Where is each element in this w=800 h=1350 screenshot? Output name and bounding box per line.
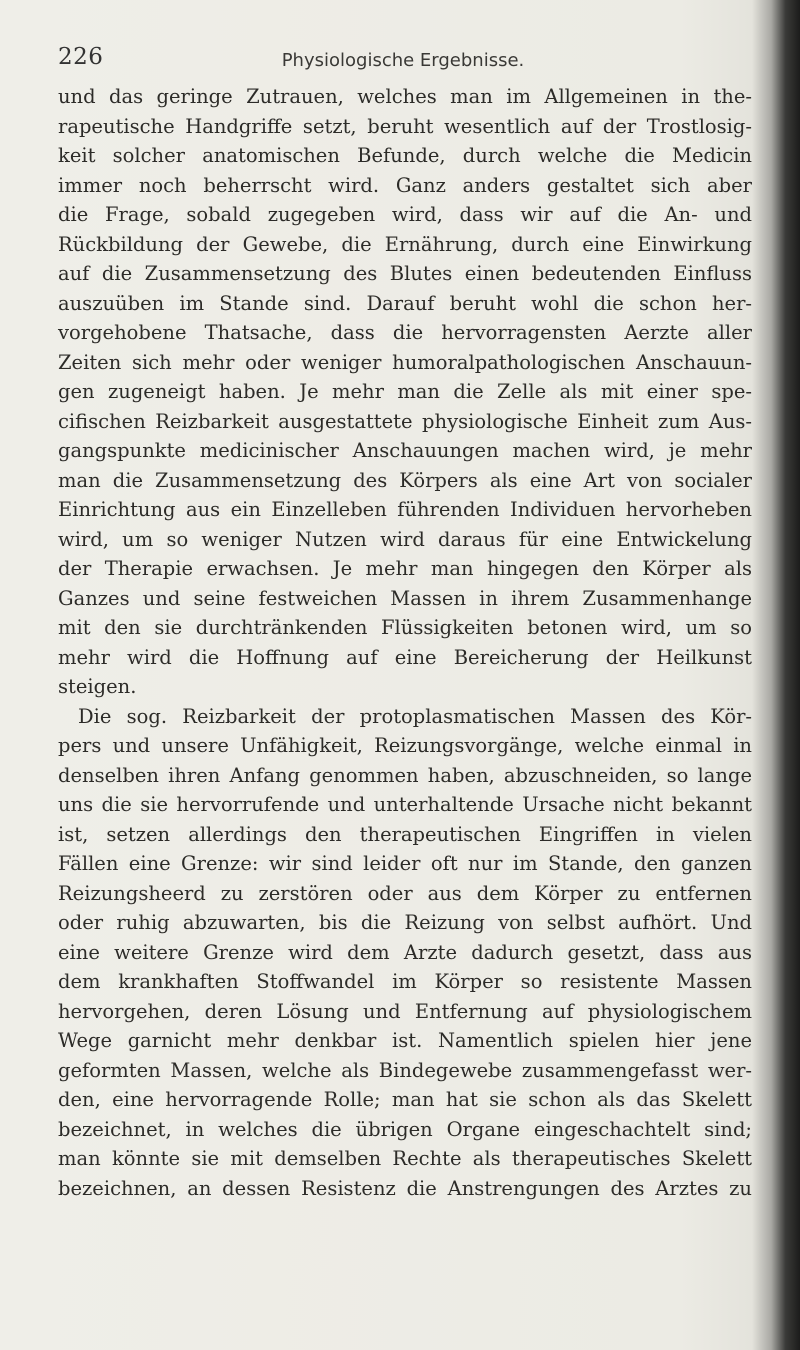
text-line: geformten Massen, welche als Bindegewebe zusammengefasst wer- — [58, 1058, 752, 1082]
text-line: den, eine hervorragende Rolle; man hat sie schon als das Skelett — [58, 1088, 752, 1111]
text-line: vorgehobene Thatsache, dass die hervorragensten Aerzte aller — [58, 321, 752, 344]
text-line: man könnte sie mit demselben Rechte als therapeutisches Skelett — [58, 1147, 752, 1170]
text-line: bezeichnen, an dessen Resistenz die Anstrengungen des Arztes zu — [58, 1176, 752, 1200]
text-line: gangspunkte medicinischer Anschauungen machen wird, je mehr — [58, 439, 752, 462]
text-line: Wege garnicht mehr denkbar ist. Namentlich spielen hier jene — [58, 1029, 752, 1052]
text-line: der Therapie erwachsen. Je mehr man hingegen den Körper als — [58, 557, 752, 580]
text-line: gen zugeneigt haben. Je mehr man die Zelle als mit einer spe- — [58, 380, 752, 403]
text-line: cifischen Reizbarkeit ausgestattete physiologische Einheit zum Aus- — [58, 409, 752, 433]
text-line: rapeutische Handgriffe setzt, beruht wesentlich auf der Trostlosig- — [58, 114, 752, 138]
paragraph-start-line: Die sog. Reizbarkeit der protoplasmatischen Massen des Kör- — [78, 704, 752, 728]
text-line: keit solcher anatomischen Befunde, durch welche die Medicin — [58, 144, 752, 167]
text-line: immer noch beherrscht wird. Ganz anders gestaltet sich aber — [58, 173, 752, 197]
text-line: Fällen eine Grenze: wir sind leider oft nur im Stande, den ganzen — [58, 852, 752, 875]
text-line: uns die sie hervorrufende und unterhaltende Ursache nicht bekannt — [58, 793, 752, 816]
text-line: mit den sie durchtränkenden Flüssigkeiten betonen wird, um so — [58, 616, 752, 639]
text-line: denselben ihren Anfang genommen haben, abzuschneiden, so lange — [58, 763, 752, 787]
text-line: oder ruhig abzuwarten, bis die Reizung von selbst aufhört. Und — [58, 911, 752, 934]
text-line: eine weitere Grenze wird dem Arzte dadurch gesetzt, dass aus — [58, 940, 752, 964]
page-number: 226 — [58, 44, 104, 70]
text-line: steigen. — [58, 675, 137, 698]
body-text — [58, 82, 752, 1203]
text-line: pers und unsere Unfähigkeit, Reizungsvorgänge, welche einmal in — [58, 734, 752, 757]
text-line: Reizungsheerd zu zerstören oder aus dem Körper zu entfernen — [58, 881, 752, 905]
text-line: Zeiten sich mehr oder weniger humoralpathologischen Anschauun- — [58, 350, 752, 374]
text-line: Ganzes und seine festweichen Massen in ihrem Zusammenhange — [58, 586, 752, 610]
text-line: ist, setzen allerdings den therapeutischen Eingriffen in vielen — [58, 822, 752, 846]
text-line: bezeichnet, in welches die übrigen Organe eingeschachtelt sind; — [58, 1117, 752, 1141]
page-header — [58, 40, 748, 80]
text-line: auf die Zusammensetzung des Blutes einen bedeutenden Einfluss — [58, 262, 752, 285]
text-line: mehr wird die Hoffnung auf eine Bereicherung der Heilkunst — [58, 645, 752, 669]
book-spine-shadow — [752, 0, 800, 1350]
text-line: die Frage, sobald zugegeben wird, dass wir auf die An- und — [58, 203, 752, 226]
text-line: wird, um so weniger Nutzen wird daraus für eine Entwickelung — [58, 527, 752, 551]
text-line: hervorgehen, deren Lösung und Entfernung auf physiologischem — [58, 999, 752, 1023]
text-line: dem krankhaften Stoffwandel im Körper so resistente Massen — [58, 970, 752, 993]
text-line: auszuüben im Stande sind. Darauf beruht wohl die schon her- — [58, 291, 752, 315]
text-line: Einrichtung aus ein Einzelleben führenden Individuen hervorheben — [58, 498, 752, 521]
text-line: und das geringe Zutrauen, welches man im Allgemeinen in the- — [58, 85, 752, 108]
text-line: man die Zusammensetzung des Körpers als eine Art von socialer — [58, 468, 752, 492]
running-head: Physiologische Ergebnisse. — [281, 50, 525, 71]
text-line: Rückbildung der Gewebe, die Ernährung, durch eine Einwirkung — [58, 232, 752, 256]
